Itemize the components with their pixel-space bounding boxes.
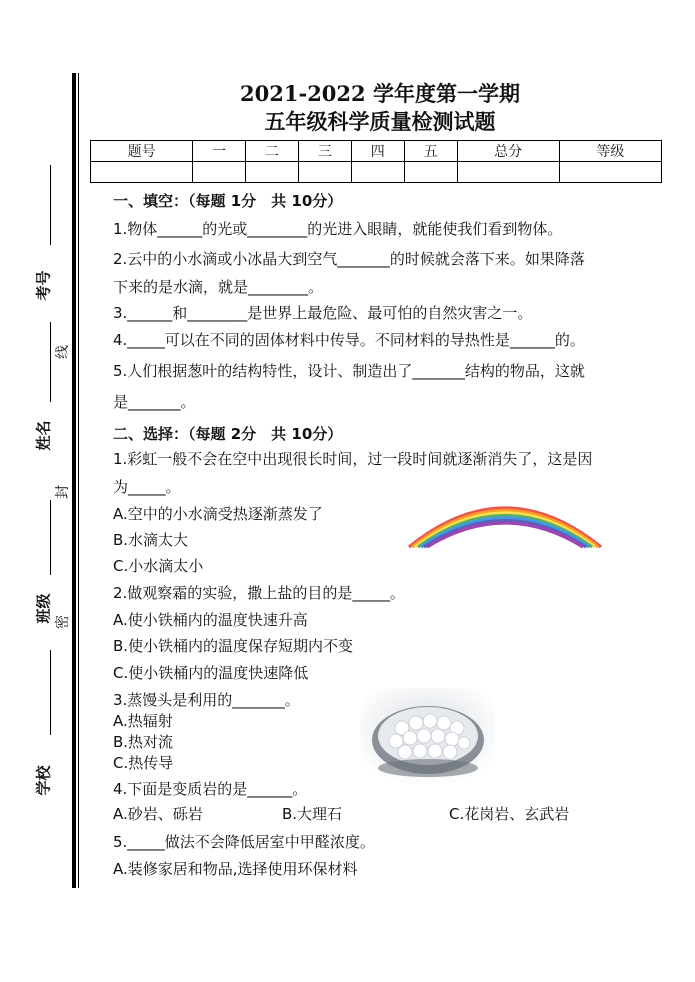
class-label: 班级	[34, 593, 53, 624]
s2-question-3: 3.蒸馒头是利用的_______。	[113, 691, 300, 709]
score-header-cell: 四	[351, 141, 404, 162]
s1-question-1: 1.物体______的光或________的光进入眼睛，就能使我们看到物体。	[113, 220, 563, 238]
name-line	[50, 322, 51, 402]
seal-xian: 线	[55, 345, 71, 359]
s2-q4-option-a: A.砂岩、砾岩	[113, 805, 203, 823]
s2-q4-option-b: B.大理石	[282, 805, 343, 823]
score-cell[interactable]	[246, 162, 299, 183]
s2-q2-option-b: B.使小铁桶内的温度保存短期内不变	[113, 637, 354, 655]
score-table	[90, 140, 662, 183]
class-line	[50, 500, 51, 575]
s2-question-1b: 为_____。	[113, 478, 181, 496]
s2-question-5: 5._____做法不会降低居室中甲醛浓度。	[113, 833, 375, 851]
score-table-header-row	[91, 141, 662, 162]
score-table-blank-row	[91, 162, 662, 183]
exam-no-line	[50, 165, 51, 245]
s2-q1-option-c: C.小水滴太小	[113, 557, 204, 575]
s1-question-2a: 2.云中的小水滴或小冰晶大到空气_______的时候就会落下来。如果降落	[113, 250, 585, 268]
s1-question-5b: 是_______。	[113, 393, 196, 411]
s2-q2-option-a: A.使小铁桶内的温度快速升高	[113, 611, 308, 629]
exam-title-line2: 五年级科学质量检测试题	[264, 109, 496, 134]
s2-q5-option-a: A.装修家居和物品,选择使用环保材料	[113, 860, 358, 878]
s2-q4-option-c: C.花岗岩、玄武岩	[449, 805, 570, 823]
section2-heading: 二、选择：（每题 2分 共 10分）	[113, 425, 343, 443]
exam-title-line1: 2021-2022 学年度第一学期	[240, 81, 520, 106]
s2-question-2: 2.做观察霜的实验，撒上盐的目的是_____。	[113, 584, 405, 602]
s1-question-4: 4._____可以在不同的固体材料中传导。不同材料的导热性是______的。	[113, 331, 585, 349]
score-header-cell: 三	[298, 141, 351, 162]
s2-q3-option-a: A.热辐射	[113, 712, 173, 730]
score-cell[interactable]	[193, 162, 246, 183]
score-cell[interactable]	[559, 162, 661, 183]
s1-question-5a: 5.人们根据葱叶的结构特性，设计、制造出了_______结构的物品，这就	[113, 362, 585, 380]
s1-question-2b: 下来的是水滴，就是________。	[113, 278, 324, 296]
score-cell[interactable]	[457, 162, 559, 183]
seal-mi: 密	[55, 615, 71, 629]
steamed-buns-image	[360, 688, 495, 783]
binding-thin-line	[78, 73, 79, 888]
score-header-cell: 五	[404, 141, 457, 162]
school-label: 学校	[34, 765, 53, 796]
score-header-cell: 一	[193, 141, 246, 162]
score-header-cell: 二	[246, 141, 299, 162]
score-header-cell: 题号	[91, 141, 193, 162]
score-cell[interactable]	[298, 162, 351, 183]
exam-no-label: 考号	[34, 270, 53, 301]
s2-q3-option-c: C.热传导	[113, 754, 174, 772]
s2-question-1a: 1.彩虹一般不会在空中出现很长时间，过一段时间就逐渐消失了，这是因	[113, 450, 593, 468]
score-cell[interactable]	[351, 162, 404, 183]
seal-feng: 封	[55, 485, 71, 499]
rainbow-image	[405, 487, 605, 552]
name-label: 姓名	[34, 420, 53, 451]
score-cell[interactable]	[404, 162, 457, 183]
s2-q3-option-b: B.热对流	[113, 733, 174, 751]
section1-heading: 一、填空：（每题 1分 共 10分）	[113, 192, 343, 210]
binding-thick-line	[72, 73, 76, 888]
score-header-cell: 总分	[457, 141, 559, 162]
score-cell[interactable]	[91, 162, 193, 183]
s2-q2-option-c: C.使小铁桶内的温度快速降低	[113, 664, 309, 682]
s2-q1-option-a: A.空中的小水滴受热逐渐蒸发了	[113, 505, 323, 523]
school-line	[50, 650, 51, 735]
s2-question-4: 4.下面是变质岩的是______。	[113, 780, 308, 798]
score-header-cell: 等级	[559, 141, 661, 162]
s1-question-3: 3.______和________是世界上最危险、最可怕的自然灾害之一。	[113, 304, 533, 322]
s2-q1-option-b: B.水滴太大	[113, 531, 189, 549]
